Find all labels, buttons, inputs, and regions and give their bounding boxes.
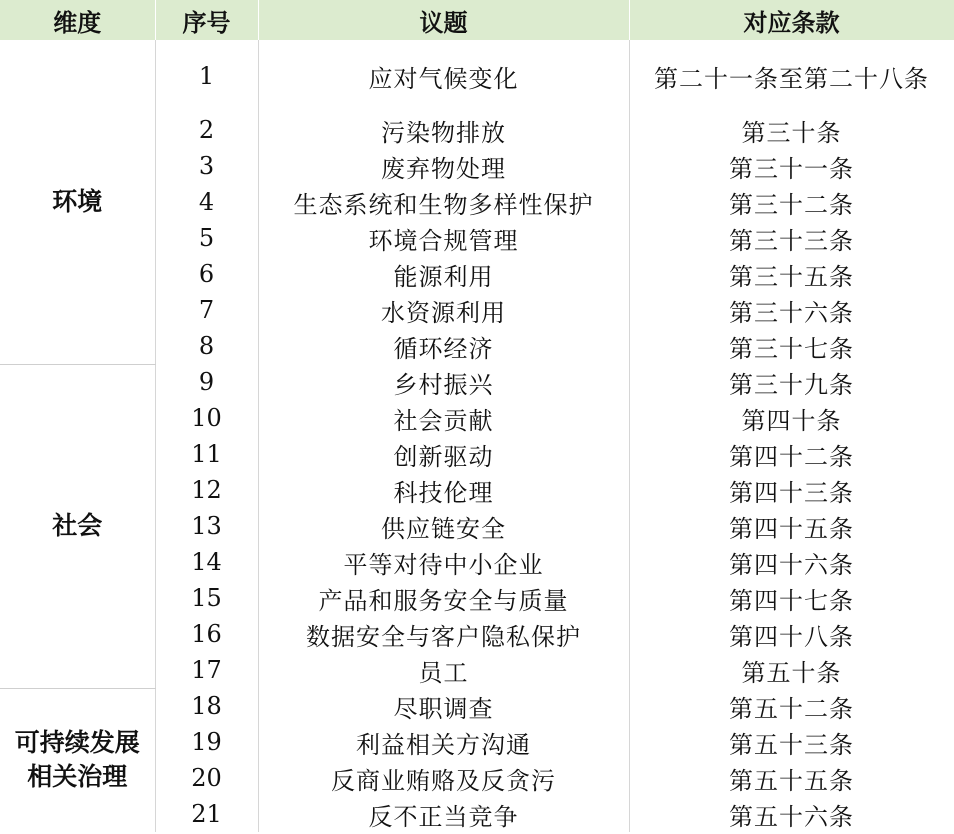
- dimension-label-line: 可持续发展: [14, 728, 140, 758]
- issue-cell: 创新驱动: [258, 436, 629, 472]
- clause-cell: 第五十五条: [629, 760, 954, 796]
- issue-cell: 应对气候变化: [258, 40, 629, 112]
- issue-cell: 科技伦理: [258, 472, 629, 508]
- issue-cell: 供应链安全: [258, 508, 629, 544]
- clause-cell: 第四十二条: [629, 436, 954, 472]
- issue-cell: 循环经济: [258, 328, 629, 364]
- clause-cell: 第三十三条: [629, 220, 954, 256]
- issue-cell: 乡村振兴: [258, 364, 629, 400]
- clause-cell: 第五十六条: [629, 796, 954, 832]
- number-cell: 1: [155, 40, 258, 112]
- number-cell: 10: [155, 400, 258, 436]
- issue-cell: 数据安全与客户隐私保护: [258, 616, 629, 652]
- clause-cell: 第三十二条: [629, 184, 954, 220]
- table-row: [0, 364, 954, 400]
- header-row: [0, 0, 954, 40]
- dimension-cell: 社会: [0, 364, 155, 688]
- issue-cell: 水资源利用: [258, 292, 629, 328]
- clause-cell: 第三十条: [629, 112, 954, 148]
- clause-cell: 第四十三条: [629, 472, 954, 508]
- issue-cell: 环境合规管理: [258, 220, 629, 256]
- number-cell: 6: [155, 256, 258, 292]
- number-cell: 13: [155, 508, 258, 544]
- number-cell: 7: [155, 292, 258, 328]
- issue-cell: 污染物排放: [258, 112, 629, 148]
- issue-cell: 能源利用: [258, 256, 629, 292]
- number-cell: 15: [155, 580, 258, 616]
- number-cell: 9: [155, 364, 258, 400]
- issue-cell: 平等对待中小企业: [258, 544, 629, 580]
- issue-cell: 员工: [258, 652, 629, 688]
- clause-cell: 第四十条: [629, 400, 954, 436]
- issue-cell: 反不正当竞争: [258, 796, 629, 832]
- table-row: [0, 688, 954, 724]
- clause-cell: 第三十九条: [629, 364, 954, 400]
- issue-cell: 利益相关方沟通: [258, 724, 629, 760]
- issue-cell: 尽职调查: [258, 688, 629, 724]
- number-cell: 2: [155, 112, 258, 148]
- issue-cell: 废弃物处理: [258, 148, 629, 184]
- clause-cell: 第五十条: [629, 652, 954, 688]
- issue-cell: 生态系统和生物多样性保护: [258, 184, 629, 220]
- clause-cell: 第五十三条: [629, 724, 954, 760]
- dimension-cell: 环境: [0, 40, 155, 364]
- clause-cell: 第二十一条至第二十八条: [629, 40, 954, 112]
- header-number: 序号: [155, 0, 258, 40]
- number-cell: 5: [155, 220, 258, 256]
- number-cell: 20: [155, 760, 258, 796]
- clause-cell: 第三十五条: [629, 256, 954, 292]
- table-row: [0, 40, 954, 112]
- number-cell: 21: [155, 796, 258, 832]
- issue-cell: 反商业贿赂及反贪污: [258, 760, 629, 796]
- number-cell: 16: [155, 616, 258, 652]
- number-cell: 8: [155, 328, 258, 364]
- issue-cell: 产品和服务安全与质量: [258, 580, 629, 616]
- table-body: [0, 40, 954, 832]
- clause-cell: 第三十七条: [629, 328, 954, 364]
- header-clause: 对应条款: [629, 0, 954, 40]
- number-cell: 17: [155, 652, 258, 688]
- clause-cell: 第五十二条: [629, 688, 954, 724]
- issue-cell: 社会贡献: [258, 400, 629, 436]
- number-cell: 12: [155, 472, 258, 508]
- clause-cell: 第四十五条: [629, 508, 954, 544]
- clause-cell: 第四十七条: [629, 580, 954, 616]
- clause-cell: 第四十八条: [629, 616, 954, 652]
- header-issue: 议题: [258, 0, 629, 40]
- number-cell: 18: [155, 688, 258, 724]
- dimension-cell: [0, 688, 155, 832]
- number-cell: 11: [155, 436, 258, 472]
- clause-cell: 第三十六条: [629, 292, 954, 328]
- header-dimension: 维度: [0, 0, 155, 40]
- dimension-label-line: 相关治理: [27, 762, 128, 792]
- number-cell: 3: [155, 148, 258, 184]
- clause-cell: 第三十一条: [629, 148, 954, 184]
- number-cell: 14: [155, 544, 258, 580]
- number-cell: 4: [155, 184, 258, 220]
- clause-cell: 第四十六条: [629, 544, 954, 580]
- number-cell: 19: [155, 724, 258, 760]
